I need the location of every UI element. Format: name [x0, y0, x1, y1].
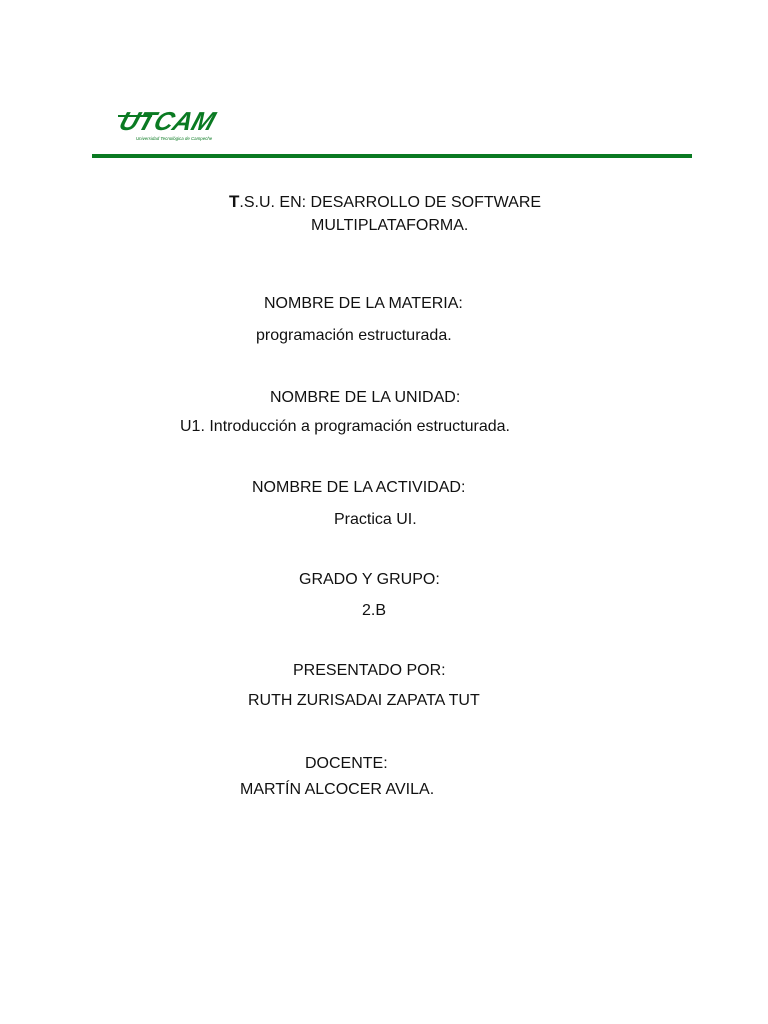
unidad-value: [0, 417, 768, 437]
grado-label: [0, 570, 768, 590]
program-title-initial: T: [229, 192, 240, 211]
materia-label-text: NOMBRE DE LA MATERIA:: [264, 295, 463, 312]
materia-label: [0, 294, 768, 314]
utcam-logo-graphic: [112, 104, 232, 144]
docente-label-text: DOCENTE:: [305, 755, 388, 772]
header-divider: [92, 154, 692, 158]
grado-value: [0, 601, 768, 621]
actividad-value-text: Practica UI.: [334, 511, 417, 528]
docente-value: [0, 780, 768, 800]
program-title-continued: MULTIPLATAFORMA.: [311, 217, 469, 234]
actividad-label-text: NOMBRE DE LA ACTIVIDAD:: [252, 479, 466, 496]
unidad-label: [0, 388, 768, 408]
unidad-value-text: U1. Introducción a programación estructurada.: [180, 418, 510, 435]
presentado-value: [0, 691, 768, 711]
program-title-line-1: [0, 192, 768, 213]
logo-text: UTCAM: [115, 106, 219, 136]
actividad-label: [0, 478, 768, 498]
presentado-label-text: PRESENTADO POR:: [293, 662, 446, 679]
utcam-logo: [112, 104, 232, 144]
materia-value-text: programación estructurada.: [256, 327, 452, 344]
student-name: RUTH ZURISADAI ZAPATA TUT: [248, 692, 480, 709]
program-title-line-2: [0, 216, 768, 236]
actividad-value: [0, 510, 768, 530]
unidad-label-text: NOMBRE DE LA UNIDAD:: [270, 389, 461, 406]
docente-label: [0, 754, 768, 774]
logo-subtext: Universidad Tecnológica de Campeche: [136, 136, 213, 141]
teacher-name: MARTÍN ALCOCER AVILA.: [240, 781, 435, 798]
grado-label-text: GRADO Y GRUPO:: [299, 571, 440, 588]
presentado-label: [0, 661, 768, 681]
program-title-rest: .S.U. EN: DESARROLLO DE SOFTWARE: [239, 194, 542, 211]
materia-value: [0, 326, 768, 346]
grado-value-text: 2.B: [362, 602, 387, 619]
